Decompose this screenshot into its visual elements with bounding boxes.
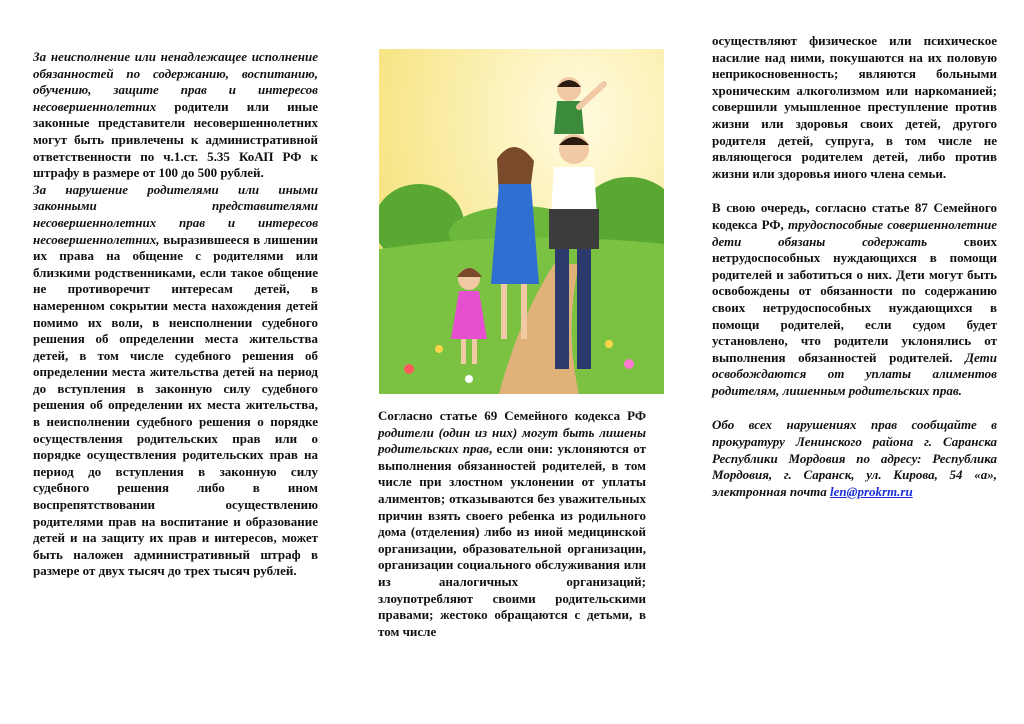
middle-intro: Согласно статье 69 Семейного кодекса РФ	[378, 408, 646, 423]
right-p2-b-italic: трудоспособные совершеннолетние дети обязаны содержать	[712, 216, 997, 249]
right-p2-d-italic: Дети освобождаются от уплаты алиментов родителям, лишенным родительских прав.	[712, 349, 997, 398]
right-p2-a: В свою очередь, согласно статье 87 Семейного кодекса РФ,	[712, 200, 997, 232]
middle-text: , если они: уклоняются от выполнения обязанностей родителей, в том числе при злостном уклонении от уплаты алиментов; отказываются без уважительных причин взять своего ребенка из родильного дома (отделения) либо из иной медицинской организации, образовательной организации, организации социального обслуживания или из аналогичных организаций; злоупотребляют своими родительскими правами; жестоко обращаются с детьми, в том числе	[378, 441, 646, 639]
left-p2-italic: За нарушение родителями или иными законными представителями несовершеннолетних прав и интересов несовершеннолетних,	[33, 181, 318, 247]
right-paragraph-1: осуществляют физическое или психическое насилие над ними, покушаются на их половую неприкосновенность; являются больными хроническим алкоголизмом или наркоманией; совершили умышленное преступление против жизни или здоровья своих детей, другого родителя детей, супруга, в том числе не являющегося родителем детей, либо против жизни или здоровья иного члена семьи.	[712, 33, 997, 181]
right-paragraph-3	[712, 417, 997, 500]
right-p3-italic: Обо всех нарушениях прав сообщайте в прокуратуру Ленинского района г. Саранска Республики Мордовия по адресу: Республика Мордовия, г. Саранск, ул. Кирова, 54 «а», электронная почта	[712, 417, 997, 499]
left-p1-italic: За неисполнение или ненадлежащее исполнение обязанностей по содержанию, воспитанию, обучению, защите прав и интересов несовершеннолетних	[33, 49, 318, 114]
middle-paragraph	[378, 408, 646, 640]
left-p2-text: выразившееся в лишении их права на общение с родителями или близкими родственниками, если такое общение не противоречит интересам детей, в намеренном сокрытии места нахождения детей помимо их воли, в неисполнении судебного решения об определении места жительства детей, в том числе судебного решения об определении места жительства детей на период до вступления в законную силу судебного решения об определении их места жительства, в неисполнении судебного решения о порядке осуществления родительских прав или о порядке осуществления родительских прав на период до вступления в законную силу судебного решения либо в ином воспрепятствовании осуществлению родителями прав на воспитание и образование детей и на защиту их прав и интересов, может быть наложен административный штраф в размере от двух тысяч до трех тысяч рублей.	[33, 231, 318, 579]
right-p2-c: своих нетрудоспособных нуждающихся в помощи родителей и заботиться о них. Дети могут быть освобождены от обязанности по содержанию своих нетрудоспособных нуждающихся в помощи родителей, если судом будет установлено, что родители уклонялись от выполнения обязанностей родителей.	[712, 233, 997, 365]
right-text-column	[712, 33, 997, 500]
left-paragraph-2	[33, 182, 318, 580]
middle-text-column	[378, 408, 646, 640]
left-text-column	[33, 49, 318, 580]
left-paragraph-1	[33, 49, 318, 182]
middle-intro-italic: родители (один из них) могут быть лишены родительских прав	[378, 424, 646, 457]
family-walking-illustration	[379, 49, 664, 394]
right-paragraph-2	[712, 200, 997, 399]
left-p1-text: родители или иные законные представители несовершеннолетних могут быть привлечены к административной ответственности по ч.1.ст. 5.35 КоАП РФ к штрафу в размере от 100 до 500 рублей.	[33, 98, 318, 181]
email-link[interactable]: len@prokrm.ru	[830, 483, 913, 499]
